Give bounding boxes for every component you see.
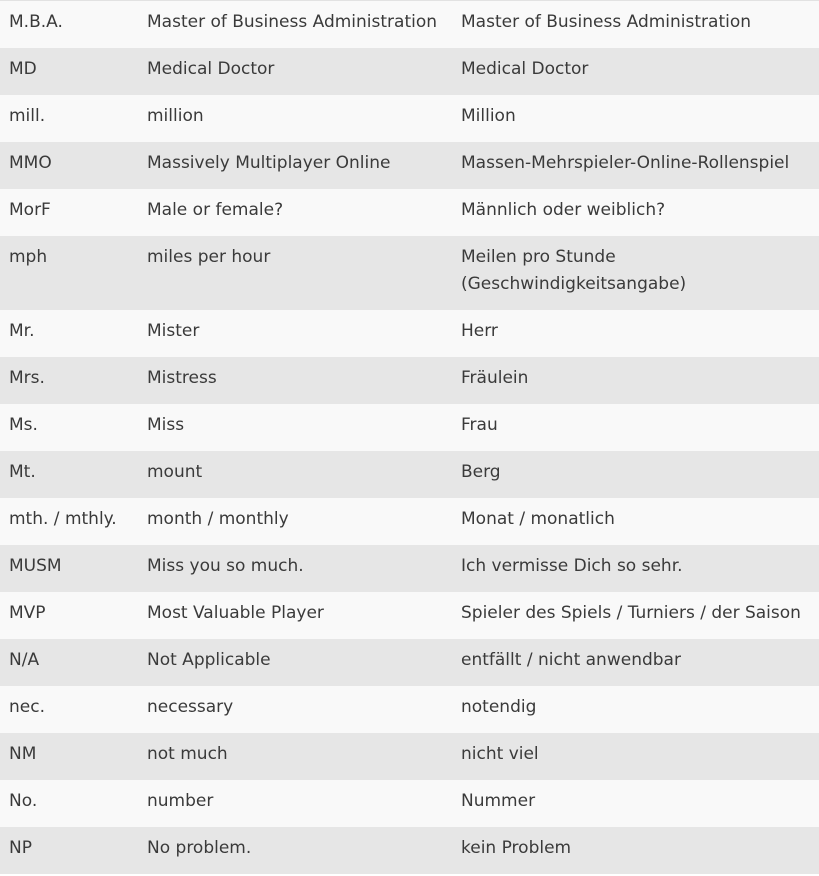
- table-row: [0, 827, 819, 874]
- german-meaning-cell: Massen-Mehrspieler-Online-Rollenspiel: [461, 153, 790, 173]
- english-meaning-cell: Miss you so much.: [147, 556, 304, 576]
- english-meaning-cell: Mister: [147, 321, 200, 341]
- abbreviation-cell: NM: [9, 744, 37, 764]
- german-meaning-cell: Berg: [461, 462, 501, 482]
- english-meaning-cell: number: [147, 791, 214, 811]
- english-meaning-cell: Most Valuable Player: [147, 603, 324, 623]
- german-meaning-cell: entfällt / nicht anwendbar: [461, 650, 681, 670]
- abbreviation-cell: Mrs.: [9, 368, 45, 388]
- table-row: [0, 686, 819, 733]
- english-meaning-cell: necessary: [147, 697, 234, 717]
- german-meaning-cell: nicht viel: [461, 744, 539, 764]
- german-meaning-cell: Meilen pro Stunde (Geschwindigkeitsangabe): [461, 247, 687, 294]
- abbreviation-cell: No.: [9, 791, 38, 811]
- abbreviation-cell: NP: [9, 838, 32, 858]
- table-row: [0, 142, 819, 189]
- english-meaning-cell: Not Applicable: [147, 650, 271, 670]
- english-meaning-cell: Medical Doctor: [147, 59, 275, 79]
- table-row: [0, 189, 819, 236]
- table-row: [0, 236, 819, 310]
- german-meaning-cell: Nummer: [461, 791, 536, 811]
- english-meaning-cell: Massively Multiplayer Online: [147, 153, 391, 173]
- english-meaning-cell: mount: [147, 462, 203, 482]
- abbreviation-cell: M.B.A.: [9, 12, 63, 32]
- table-row: [0, 404, 819, 451]
- table-row: [0, 780, 819, 827]
- german-meaning-cell: Master of Business Administration: [461, 12, 752, 32]
- english-meaning-cell: Miss: [147, 415, 185, 435]
- english-meaning-cell: million: [147, 106, 204, 126]
- table-row: [0, 48, 819, 95]
- german-meaning-cell: Spieler des Spiels / Turniers / der Saison: [461, 603, 801, 623]
- abbreviation-cell: MD: [9, 59, 37, 79]
- table-row: [0, 451, 819, 498]
- english-meaning-cell: Master of Business Administration: [147, 12, 438, 32]
- english-meaning-cell: Male or female?: [147, 200, 284, 220]
- table-row: [0, 545, 819, 592]
- german-meaning-cell: Ich vermisse Dich so sehr.: [461, 556, 683, 576]
- table-row: [0, 639, 819, 686]
- abbreviation-cell: mth. / mthly.: [9, 509, 117, 529]
- abbreviation-cell: nec.: [9, 697, 45, 717]
- abbreviation-cell: Mt.: [9, 462, 36, 482]
- german-meaning-cell: Million: [461, 106, 516, 126]
- abbreviation-cell: Ms.: [9, 415, 38, 435]
- table-row: [0, 310, 819, 357]
- english-meaning-cell: No problem.: [147, 838, 252, 858]
- german-meaning-cell: Monat / monatlich: [461, 509, 615, 529]
- german-meaning-cell: kein Problem: [461, 838, 572, 858]
- table-row: [0, 592, 819, 639]
- german-meaning-cell: Medical Doctor: [461, 59, 589, 79]
- english-meaning-cell: month / monthly: [147, 509, 289, 529]
- abbreviation-cell: MVP: [9, 603, 46, 623]
- abbreviation-cell: MMO: [9, 153, 52, 173]
- table-row: [0, 733, 819, 780]
- abbreviation-cell: MorF: [9, 200, 51, 220]
- german-meaning-cell: Männlich oder weiblich?: [461, 200, 666, 220]
- german-meaning-cell: Fräulein: [461, 368, 529, 388]
- abbreviation-cell: mill.: [9, 106, 46, 126]
- abbreviation-cell: Mr.: [9, 321, 35, 341]
- english-meaning-cell: not much: [147, 744, 228, 764]
- german-meaning-cell: Frau: [461, 415, 498, 435]
- table-row: [0, 95, 819, 142]
- abbreviation-cell: MUSM: [9, 556, 62, 576]
- german-meaning-cell: Herr: [461, 321, 498, 341]
- english-meaning-cell: Mistress: [147, 368, 217, 388]
- abbreviation-cell: mph: [9, 247, 48, 267]
- english-meaning-cell: miles per hour: [147, 247, 271, 267]
- table-row: [0, 1, 819, 48]
- table-row: [0, 498, 819, 545]
- german-meaning-cell: notendig: [461, 697, 537, 717]
- abbreviation-cell: N/A: [9, 650, 40, 670]
- table-row: [0, 357, 819, 404]
